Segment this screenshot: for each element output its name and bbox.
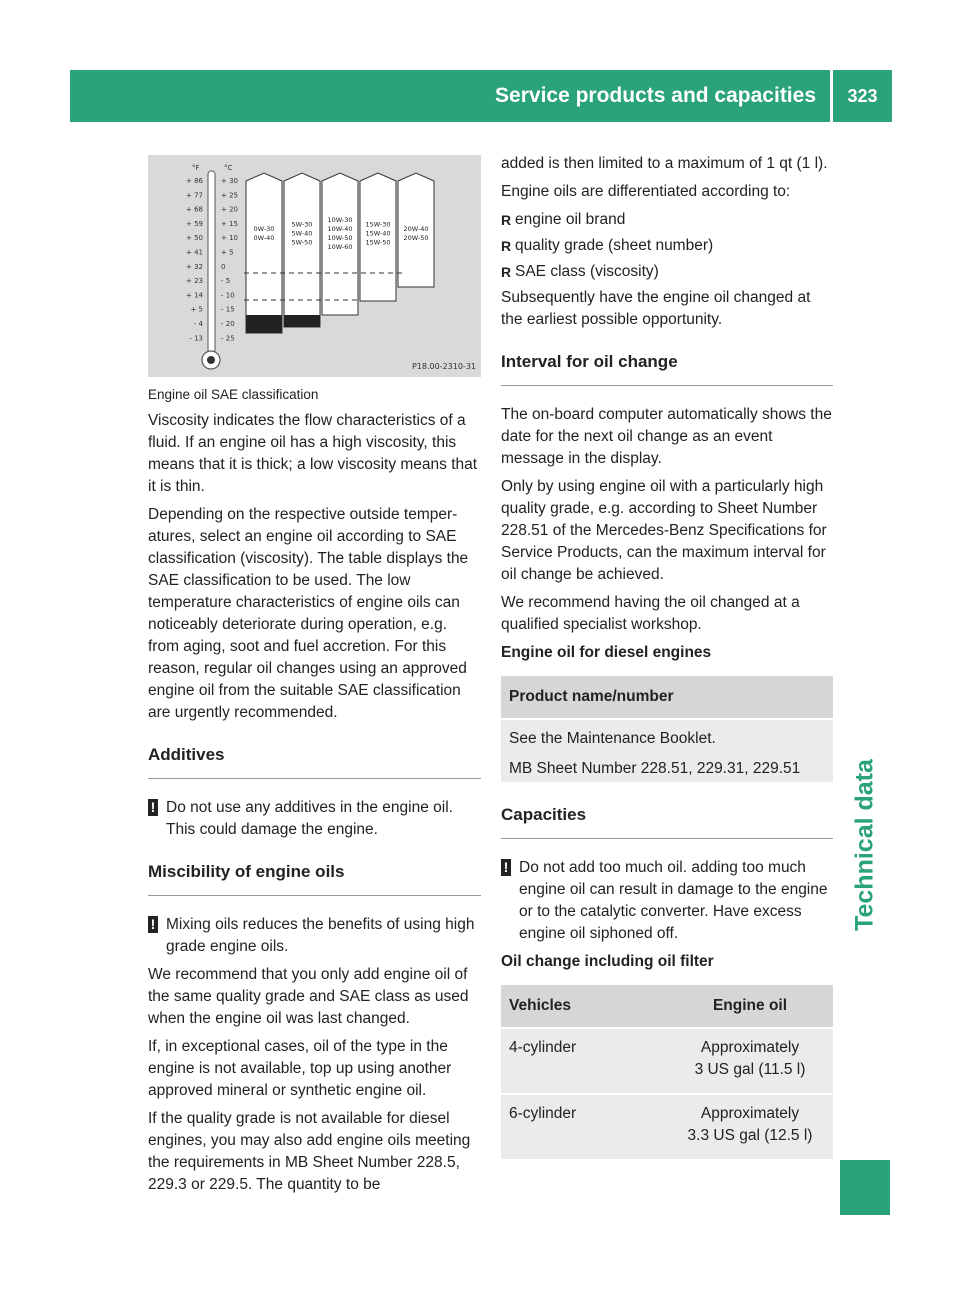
tick-label-f: + 59 [186, 219, 203, 228]
paragraph: Viscosity indicates the flow characteristics of a fluid. If an engine oil has a high viscosity, this means that it is thick; a low viscosity means that it is thin. [148, 412, 478, 495]
tick-label-f: + 68 [186, 205, 203, 214]
tick-label-f: - 4 [193, 320, 203, 328]
grade-label: 10W-40 [327, 225, 353, 233]
list-item: R quality grade (sheet number) [501, 237, 714, 254]
tick-label-c: + 5 [221, 248, 234, 257]
unit-f: °F [192, 164, 200, 172]
tick-label-c: - 20 [221, 320, 235, 328]
tick-label-c: - 25 [221, 334, 235, 343]
grade-label: 10W-30 [327, 216, 353, 224]
grade-label: 10W-50 [327, 234, 353, 242]
section-title: Service products and capacities [495, 84, 816, 107]
tick-label-f: + 86 [186, 177, 203, 185]
tick-label-c: - 10 [221, 291, 235, 300]
figure-code: P18.00-2310-31 [411, 362, 476, 371]
warning-icon: ! [148, 799, 158, 816]
grade-column [284, 173, 320, 327]
page-number: 323 [847, 86, 878, 106]
capacity-table [501, 983, 833, 1161]
heading-oil-change: Oil change including oil filter [501, 953, 714, 970]
sae-chart [148, 155, 481, 377]
paragraph: Depending on the respective outside temperatures, select an engine oil according to SAE classification (viscosity). The table displays the SAE classification to be used. The low temperature characteristics of engine oils can noticeably deteriorate during operation, e.g. from aging, soot and fuel accretion. For this reason, regular oil changes using an approved engine oil from the suitable SAE classification are urgently recommended. [148, 506, 469, 721]
grade-label: 0W-40 [253, 234, 275, 242]
product-table [501, 674, 833, 784]
grade-label: 20W-50 [403, 234, 429, 242]
paragraph: If the quality grade is not available for diesel engines, you may also add engine oils meeting the requirements in MB Sheet Number 228.5, 229.3 or 229.5. The quantity to be [148, 1110, 471, 1193]
heading-interval: Interval for oil change [501, 351, 833, 386]
unit-c: °C [224, 164, 233, 172]
tick-label-c: + 20 [221, 205, 238, 214]
paragraph: Engine oils are differentiated according to: [501, 183, 791, 200]
list-item: R SAE class (viscosity) [501, 263, 659, 280]
grade-label: 5W-50 [291, 238, 313, 247]
grade-label: 20W-40 [403, 225, 429, 233]
paragraph: Subsequently have the engine oil changed at the earliest possible opportunity. [501, 289, 811, 328]
grade-column [246, 173, 282, 333]
grade-label: 15W-30 [365, 220, 391, 229]
side-tab-label: Technical data [850, 759, 879, 931]
warning-mixing: ! Mixing oils reduces the benefits of using high grade engine oils. [148, 914, 481, 958]
warning-additives: ! Do not use any additives in the engine oil. This could damage the engine. [148, 797, 481, 841]
grade-lowtemp-band [284, 315, 320, 327]
paragraph: The on-board computer automatically shows the date for the next oil change as an event message in the display. [501, 406, 832, 467]
tick-label-c: - 5 [221, 277, 231, 286]
tick-label-c: + 25 [221, 191, 238, 200]
grade-lowtemp-band [246, 315, 282, 333]
tick-label-c: - 15 [221, 305, 235, 314]
tick-label-c: 0 [221, 262, 226, 271]
paragraph: We recommend that you only add engine oil of the same quality grade and SAE class as used when the engine oil was last changed. [148, 966, 469, 1027]
left-column [148, 410, 481, 1202]
table-header: Product name/number [501, 676, 833, 718]
heading-miscibility: Miscibility of engine oils [148, 861, 481, 896]
tick-label-f: + 32 [186, 262, 203, 271]
grade-label: 0W-30 [253, 225, 275, 233]
side-tab-marker [840, 1160, 890, 1215]
warning-icon: ! [501, 859, 511, 876]
right-column [501, 153, 833, 1161]
grade-label: 5W-40 [291, 229, 313, 238]
heading-diesel: Engine oil for diesel engines [501, 644, 712, 661]
table-header: Vehicles [501, 985, 667, 1027]
tick-label-c: + 30 [221, 177, 238, 185]
heading-capacities: Capacities [501, 804, 833, 839]
list-item: R engine oil brand [501, 211, 626, 228]
grade-label: 15W-50 [365, 238, 391, 247]
paragraph: added is then limited to a maximum of 1 qt (1 l). [501, 155, 828, 172]
tick-label-c: + 10 [221, 234, 238, 243]
figure-caption: Engine oil SAE classification [148, 387, 319, 402]
table-header: Engine oil [667, 985, 833, 1027]
tick-label-f: - 13 [189, 334, 203, 343]
warning-icon: ! [148, 916, 158, 933]
table-row: 6-cylinder Approximately 3.3 US gal (12.5 l) [501, 1095, 833, 1159]
tick-label-f: + 41 [186, 248, 203, 257]
table-row: 4-cylinder Approximately 3 US gal (11.5 l) [501, 1029, 833, 1093]
tick-label-f: + 14 [186, 291, 203, 300]
tick-label-c: + 15 [221, 219, 238, 228]
paragraph: Only by using engine oil with a particularly high quality grade, e.g. according to Sheet Number 228.51 of the Mercedes-Benz Specifications for Service Products, can the maximum interval for oil change be achieved. [501, 478, 827, 583]
paragraph: If, in exceptional cases, oil of the type in the engine is not available, top up using another approved mineral or synthetic engine oil. [148, 1038, 452, 1099]
table-cell: See the Maintenance Booklet. MB Sheet Number 228.51, 229.31, 229.51 [501, 720, 833, 782]
tick-label-f: + 50 [186, 234, 203, 243]
warning-capacities: ! Do not add too much oil. adding too much engine oil can result in damage to the engine or to the catalytic converter. Have excess engine oil siphoned off. [501, 857, 833, 945]
tick-label-f: + 77 [186, 191, 203, 200]
tick-label-f: + 5 [190, 305, 203, 314]
heading-additives: Additives [148, 744, 481, 779]
paragraph: We recommend having the oil changed at a qualified specialist workshop. [501, 594, 800, 633]
grade-label: 5W-30 [291, 220, 313, 229]
tick-label-f: + 23 [186, 277, 203, 286]
grade-label: 15W-40 [365, 229, 391, 238]
grade-label: 10W-60 [327, 243, 353, 251]
sae-classification-figure [148, 155, 481, 377]
